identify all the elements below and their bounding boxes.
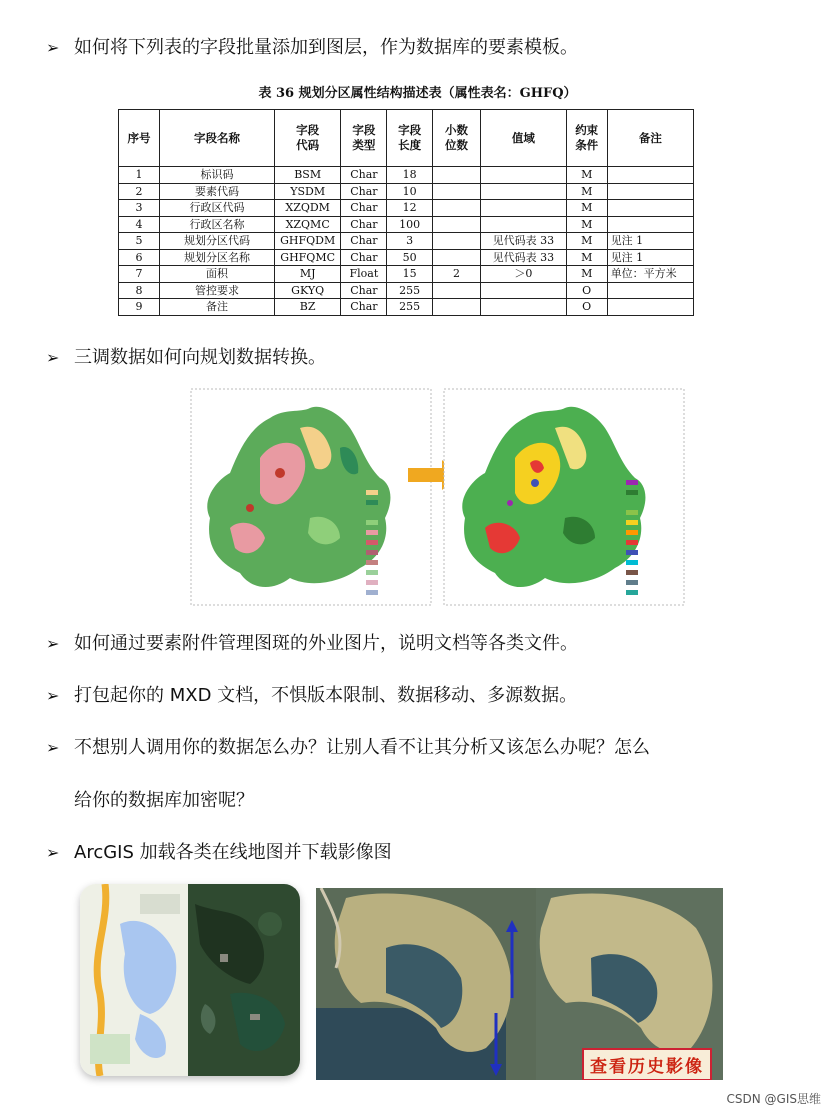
bullet-conversion xyxy=(46,346,326,370)
table-header-cell: 序号 xyxy=(119,110,160,167)
table-cell xyxy=(481,200,567,217)
bullet-fields-template xyxy=(46,36,578,60)
table-cell: GHFQMC xyxy=(274,249,340,266)
table-cell: M xyxy=(566,167,607,184)
table-cell: XZQMC xyxy=(274,216,340,233)
table-header-cell: 值域 xyxy=(481,110,567,167)
table-cell: 8 xyxy=(119,282,160,299)
table-cell xyxy=(607,216,693,233)
table-cell: 2 xyxy=(119,183,160,200)
table-header-cell: 小数 位数 xyxy=(432,110,480,167)
arrow-bullet-icon: ➢ xyxy=(46,634,60,653)
bullet-package-mxd xyxy=(46,684,577,708)
table-cell: M xyxy=(566,233,607,250)
table-cell xyxy=(432,282,480,299)
table-cell: Float xyxy=(341,266,387,283)
table-header-cell: 字段 类型 xyxy=(341,110,387,167)
table-cell xyxy=(432,299,480,316)
table-cell: BSM xyxy=(274,167,340,184)
arrow-bullet-icon: ➢ xyxy=(46,38,60,57)
table-header-cell: 字段名称 xyxy=(159,110,274,167)
table-caption: 表 36 规划分区属性结构描述表（属性表名：GHFQ） xyxy=(258,86,577,101)
table-cell xyxy=(607,282,693,299)
bullet-encryption-cont xyxy=(74,789,254,813)
table-cell: 255 xyxy=(387,282,432,299)
table-cell xyxy=(432,233,480,250)
table-cell: 7 xyxy=(119,266,160,283)
table-cell: 50 xyxy=(387,249,432,266)
bullet-online-maps xyxy=(46,841,392,865)
table-cell: 见代码表 33 xyxy=(481,233,567,250)
table-cell: ＞0 xyxy=(481,266,567,283)
table-cell: 6 xyxy=(119,249,160,266)
table-cell: Char xyxy=(341,167,387,184)
table-cell: 规划分区名称 xyxy=(159,249,274,266)
table-cell: M xyxy=(566,216,607,233)
table-row xyxy=(119,200,694,217)
table-cell: 面积 xyxy=(159,266,274,283)
table-cell xyxy=(607,200,693,217)
table-cell xyxy=(432,200,480,217)
arrow-bullet-icon: ➢ xyxy=(46,686,60,705)
table-cell: MJ xyxy=(274,266,340,283)
table-cell xyxy=(432,183,480,200)
table-row xyxy=(119,299,694,316)
table-cell: Char xyxy=(341,200,387,217)
bullet-text: ArcGIS 加载各类在线地图并下载影像图 xyxy=(74,842,392,863)
table-cell: M xyxy=(566,249,607,266)
csdn-watermark: CSDN @GIS思维 xyxy=(726,1092,821,1106)
table-cell: 标识码 xyxy=(159,167,274,184)
table-cell: Char xyxy=(341,216,387,233)
bullet-encryption xyxy=(46,736,650,760)
table-cell: BZ xyxy=(274,299,340,316)
table-cell xyxy=(432,216,480,233)
table-cell xyxy=(481,183,567,200)
table-cell xyxy=(481,167,567,184)
table-row xyxy=(119,282,694,299)
table-cell: O xyxy=(566,299,607,316)
table-cell xyxy=(481,299,567,316)
table-cell: 9 xyxy=(119,299,160,316)
table-header-row xyxy=(119,110,694,167)
table-cell: 3 xyxy=(119,200,160,217)
table-cell: Char xyxy=(341,183,387,200)
historical-imagery-comparison xyxy=(316,888,723,1080)
table-header-cell: 备注 xyxy=(607,110,693,167)
table-cell: 见代码表 33 xyxy=(481,249,567,266)
table-cell: 12 xyxy=(387,200,432,217)
table-cell: 5 xyxy=(119,233,160,250)
basemap-imagery-composite xyxy=(80,884,300,1076)
table-cell xyxy=(607,299,693,316)
bullet-attachments xyxy=(46,632,578,656)
arrow-bullet-icon: ➢ xyxy=(46,348,60,367)
table-cell xyxy=(432,167,480,184)
table-cell: 15 xyxy=(387,266,432,283)
bullet-text: 给你的数据库加密呢？ xyxy=(74,790,254,811)
table-cell: 见注 1 xyxy=(607,233,693,250)
table-row xyxy=(119,216,694,233)
table-cell: 1 xyxy=(119,167,160,184)
table-header-cell: 字段 代码 xyxy=(274,110,340,167)
bullet-text: 如何通过要素附件管理图斑的外业图片，说明文档等各类文件。 xyxy=(74,633,578,654)
table-cell: 10 xyxy=(387,183,432,200)
table-cell: 4 xyxy=(119,216,160,233)
table-cell: 100 xyxy=(387,216,432,233)
table-row xyxy=(119,266,694,283)
table-cell: 3 xyxy=(387,233,432,250)
conversion-maps-svg xyxy=(190,388,685,606)
table-cell: YSDM xyxy=(274,183,340,200)
table-cell: 要素代码 xyxy=(159,183,274,200)
table-body xyxy=(119,167,694,316)
table-cell xyxy=(481,216,567,233)
table-cell: Char xyxy=(341,282,387,299)
bullet-text: 三调数据如何向规划数据转换。 xyxy=(74,347,326,368)
table-row xyxy=(119,167,694,184)
bullet-text: 打包起你的 MXD 文档，不惧版本限制、数据移动、多源数据。 xyxy=(74,685,578,706)
attribute-structure-table xyxy=(118,109,694,316)
table-cell xyxy=(607,167,693,184)
table-cell: 255 xyxy=(387,299,432,316)
table-cell: 见注 1 xyxy=(607,249,693,266)
table-cell: M xyxy=(566,266,607,283)
table-cell: M xyxy=(566,183,607,200)
table-cell: M xyxy=(566,200,607,217)
table-cell: 管控要求 xyxy=(159,282,274,299)
arrow-bullet-icon: ➢ xyxy=(46,738,60,757)
view-history-badge[interactable]: 查看历史影像 xyxy=(582,1048,712,1080)
bullet-text: 如何将下列表的字段批量添加到图层，作为数据库的要素模板。 xyxy=(74,37,578,58)
table-cell: Char xyxy=(341,233,387,250)
table-cell: GHFQDM xyxy=(274,233,340,250)
table-cell: Char xyxy=(341,299,387,316)
bullet-text: 不想别人调用你的数据怎么办？让别人看不让其分析又该怎么办呢？怎么 xyxy=(74,737,650,758)
table-cell xyxy=(432,249,480,266)
table-row xyxy=(119,249,694,266)
table-row xyxy=(119,233,694,250)
table-cell: O xyxy=(566,282,607,299)
arrow-bullet-icon: ➢ xyxy=(46,843,60,862)
table-cell: 行政区代码 xyxy=(159,200,274,217)
table-cell: 单位：平方米 xyxy=(607,266,693,283)
table-cell: 行政区名称 xyxy=(159,216,274,233)
table-cell: 备注 xyxy=(159,299,274,316)
table-cell: 2 xyxy=(432,266,480,283)
table-cell xyxy=(607,183,693,200)
landuse-conversion-figure xyxy=(190,388,685,606)
table-cell: GKYQ xyxy=(274,282,340,299)
table-cell: Char xyxy=(341,249,387,266)
table-header-cell: 约束 条件 xyxy=(566,110,607,167)
table-cell xyxy=(481,282,567,299)
table-cell: 18 xyxy=(387,167,432,184)
table-cell: 规划分区代码 xyxy=(159,233,274,250)
table-row xyxy=(119,183,694,200)
table-cell: XZQDM xyxy=(274,200,340,217)
table-header-cell: 字段 长度 xyxy=(387,110,432,167)
